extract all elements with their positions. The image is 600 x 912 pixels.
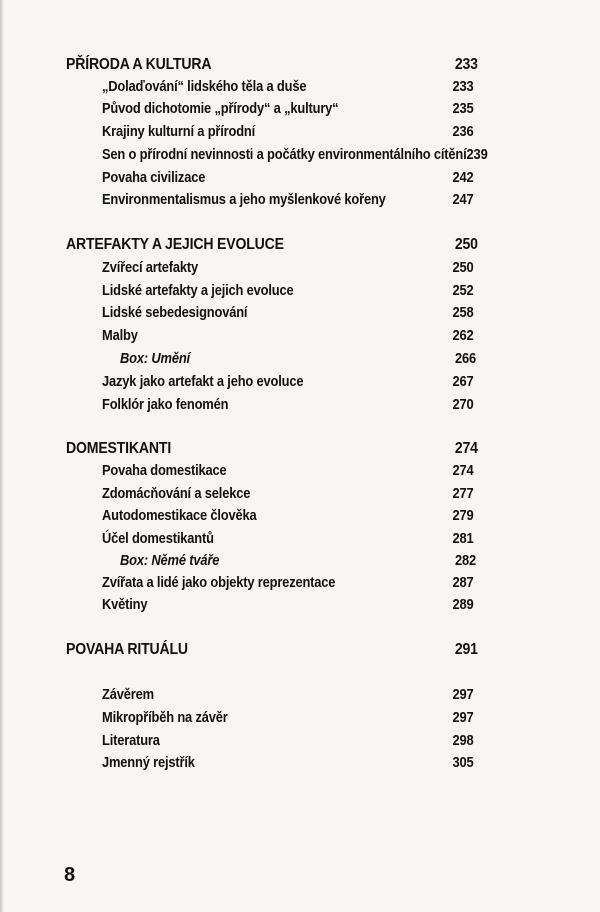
toc-entry[interactable] xyxy=(102,574,474,591)
entry-title: Zvířata a lidé jako objekty reprezentace xyxy=(102,574,336,591)
toc-entry[interactable] xyxy=(102,530,474,547)
toc-entry[interactable] xyxy=(102,100,474,117)
section-page: 233 xyxy=(454,56,478,73)
entry-title: Box: Němé tváře xyxy=(120,552,220,569)
entry-page: 233 xyxy=(452,78,474,95)
toc-entry[interactable] xyxy=(102,78,474,95)
toc-entry[interactable] xyxy=(102,259,474,276)
entry-title: Folklór jako fenomén xyxy=(102,396,229,413)
entry-page: 252 xyxy=(452,282,474,299)
section-title: POVAHA RITUÁLU xyxy=(66,641,188,658)
entry-title: Literatura xyxy=(102,732,160,749)
entry-page: 282 xyxy=(455,552,477,569)
entry-title: Lidské artefakty a jejich evoluce xyxy=(102,282,294,299)
entry-title: Závěrem xyxy=(102,686,154,703)
entry-page: 298 xyxy=(452,732,474,749)
entry-page: 279 xyxy=(452,507,474,524)
entry-title: Krajiny kulturní a přírodní xyxy=(102,123,256,140)
toc-entry-box[interactable] xyxy=(120,552,476,569)
entry-page: 289 xyxy=(452,596,474,613)
entry-page: 297 xyxy=(452,709,474,726)
toc-section-povaha-ritualu[interactable] xyxy=(66,641,478,659)
entry-title: Jazyk jako artefakt a jeho evoluce xyxy=(102,373,304,390)
entry-title: Původ dichotomie „přírody“ a „kultury“ xyxy=(102,100,339,117)
entry-title: Květiny xyxy=(102,596,148,613)
page-number: 8 xyxy=(64,864,76,886)
entry-title: Zdomácňování a selekce xyxy=(102,485,251,502)
toc-entry[interactable] xyxy=(102,123,474,140)
section-title: DOMESTIKANTI xyxy=(66,440,172,457)
toc-backmatter-entry[interactable] xyxy=(102,732,474,749)
toc-section-artefakty-a-jejich-evoluce[interactable] xyxy=(66,236,478,254)
entry-page: 281 xyxy=(452,530,474,547)
toc-backmatter-entry[interactable] xyxy=(102,709,474,726)
entry-title: Box: Umění xyxy=(120,350,190,367)
toc-entry[interactable] xyxy=(102,507,474,524)
entry-title: Povaha civilizace xyxy=(102,169,206,186)
entry-page: 274 xyxy=(452,462,474,479)
entry-page: 262 xyxy=(452,327,474,344)
toc-entry[interactable] xyxy=(102,191,474,208)
toc-entry[interactable] xyxy=(102,169,474,186)
toc-section-domestikanti[interactable] xyxy=(66,440,478,458)
entry-page: 258 xyxy=(452,304,474,321)
toc-entry[interactable] xyxy=(102,485,474,502)
entry-page: 236 xyxy=(452,123,474,140)
entry-page: 247 xyxy=(452,191,474,208)
entry-page: 287 xyxy=(452,574,474,591)
entry-page: 266 xyxy=(455,350,477,367)
entry-page: 297 xyxy=(452,686,474,703)
entry-page: 267 xyxy=(452,373,474,390)
entry-page: 242 xyxy=(452,169,474,186)
toc-entry[interactable] xyxy=(102,304,474,321)
entry-page: 239 xyxy=(466,146,488,163)
entry-page: 305 xyxy=(452,754,474,771)
entry-title: Sen o přírodní nevinnosti a počátky environmentálního cítění xyxy=(102,146,467,163)
entry-title: Účel domestikantů xyxy=(102,530,214,547)
entry-title: Lidské sebedesignování xyxy=(102,304,248,321)
toc-entry[interactable] xyxy=(102,146,488,163)
entry-page: 270 xyxy=(452,396,474,413)
toc-entry[interactable] xyxy=(102,396,474,413)
toc-entry[interactable] xyxy=(102,373,474,390)
section-title: ARTEFAKTY A JEJICH EVOLUCE xyxy=(66,236,284,253)
entry-title: Zvířecí artefakty xyxy=(102,259,199,276)
entry-title: Malby xyxy=(102,327,138,344)
toc-entry[interactable] xyxy=(102,282,474,299)
entry-title: „Dolaďování“ lidského těla a duše xyxy=(102,78,307,95)
toc-entry[interactable] xyxy=(102,327,474,344)
toc-entry[interactable] xyxy=(102,596,474,613)
entry-title: Environmentalismus a jeho myšlenkové kořeny xyxy=(102,191,386,208)
section-page: 291 xyxy=(454,641,478,658)
entry-page: 250 xyxy=(452,259,474,276)
toc-section-priroda-a-kultura[interactable] xyxy=(66,56,478,74)
toc-backmatter-entry[interactable] xyxy=(102,686,474,703)
section-page: 250 xyxy=(454,236,478,253)
entry-title: Jmenný rejstřík xyxy=(102,754,195,771)
section-title: PŘÍRODA A KULTURA xyxy=(66,56,212,73)
toc-entry[interactable] xyxy=(102,462,474,479)
toc-entry-box[interactable] xyxy=(120,350,476,367)
toc-backmatter-entry[interactable] xyxy=(102,754,474,771)
entry-page: 235 xyxy=(452,100,474,117)
entry-title: Povaha domestikace xyxy=(102,462,227,479)
entry-page: 277 xyxy=(452,485,474,502)
entry-title: Autodomestikace člověka xyxy=(102,507,257,524)
section-page: 274 xyxy=(454,440,478,457)
entry-title: Mikropříběh na závěr xyxy=(102,709,228,726)
